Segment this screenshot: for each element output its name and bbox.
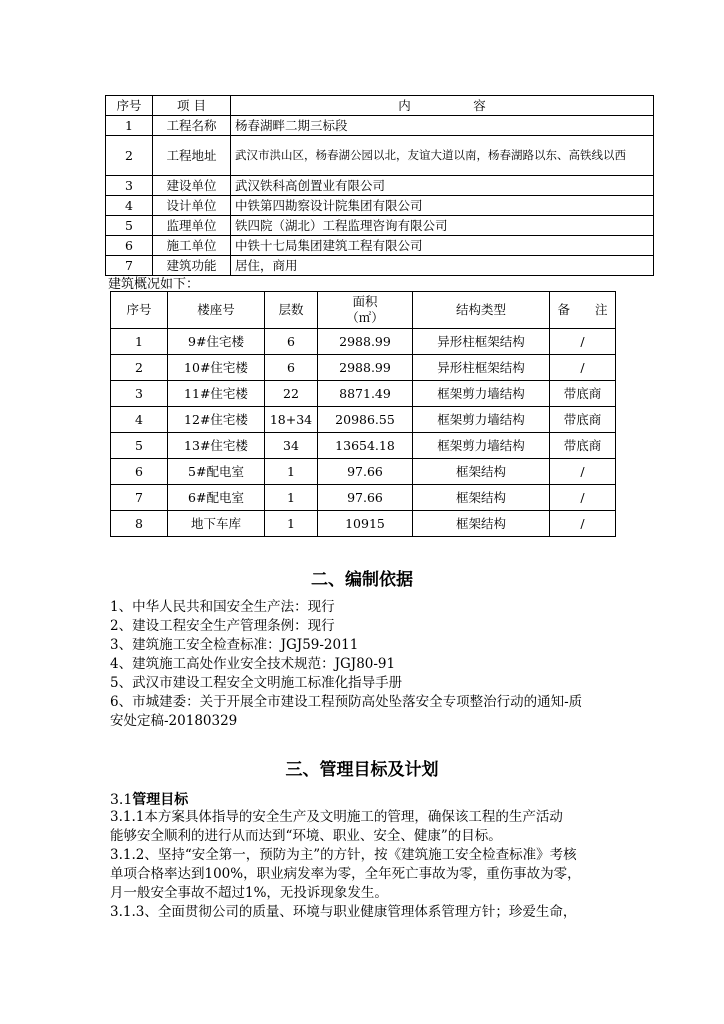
list-item: 3、建筑施工安全检查标准：JGJ59-2011 <box>110 637 359 653</box>
row-item: 工程地址 <box>153 136 231 176</box>
row-content: 武汉铁科高创置业有限公司 <box>231 176 654 196</box>
table-row <box>111 511 616 537</box>
cell-remark: 带底商 <box>550 381 616 407</box>
cell-structure: 框架结构 <box>413 459 550 485</box>
row-number: 1 <box>106 116 153 136</box>
header-cell: 楼座号 <box>168 292 265 329</box>
cell-floors: 18+34 <box>265 407 318 433</box>
cell-remark: / <box>550 329 616 355</box>
cell-no: 3 <box>111 381 168 407</box>
body-line: 3.1.3、全面贯彻公司的质量、环境与职业健康管理体系管理方针；珍爱生命， <box>110 904 577 920</box>
header-cell-area <box>318 292 413 329</box>
row-number: 6 <box>106 236 153 256</box>
cell-no: 8 <box>111 511 168 537</box>
table-row <box>106 136 654 176</box>
cell-building: 6#配电室 <box>168 485 265 511</box>
row-content: 居住，商用 <box>231 256 654 276</box>
table-header-row <box>111 292 616 329</box>
table-row <box>111 459 616 485</box>
list-item: 2、建设工程安全生产管理条例：现行 <box>110 618 335 634</box>
cell-floors: 1 <box>265 511 318 537</box>
area-header-line1: 面积 <box>352 294 378 310</box>
header-cell: 结构类型 <box>413 292 550 329</box>
header-cell: 内 容 <box>231 96 654 116</box>
cell-no: 6 <box>111 459 168 485</box>
body-line: 3.1.2、坚持“安全第一，预防为主”的方针，按《建筑施工安全检查标准》考核 <box>110 847 577 863</box>
row-item: 监理单位 <box>153 216 231 236</box>
cell-structure: 异形柱框架结构 <box>413 355 550 381</box>
row-number: 5 <box>106 216 153 236</box>
body-line: 月一般安全事故不超过1%，无投诉现象发生。 <box>110 885 388 901</box>
subsection-title: 管理目标 <box>132 792 189 808</box>
cell-no: 7 <box>111 485 168 511</box>
list-item: 6、市城建委：关于开展全市建设工程预防高处坠落安全专项整治行动的通知-质 <box>110 694 583 710</box>
cell-floors: 6 <box>265 329 318 355</box>
table-row <box>106 196 654 216</box>
row-item: 建筑功能 <box>153 256 231 276</box>
cell-remark: / <box>550 355 616 381</box>
building-overview-table <box>110 291 616 537</box>
cell-building: 13#住宅楼 <box>168 433 265 459</box>
row-item: 工程名称 <box>153 116 231 136</box>
row-item: 施工单位 <box>153 236 231 256</box>
row-content: 铁四院（湖北）工程监理咨询有限公司 <box>231 216 654 236</box>
body-line: 3.1.1本方案具体指导的安全生产及文明施工的管理，确保该工程的生产活动 <box>110 809 563 825</box>
list-item: 1、中华人民共和国安全生产法：现行 <box>110 599 335 615</box>
header-cell: 项 目 <box>153 96 231 116</box>
cell-area: 2988.99 <box>318 329 413 355</box>
table-row <box>111 433 616 459</box>
cell-floors: 1 <box>265 459 318 485</box>
section2-title: 二、编制依据 <box>311 570 413 590</box>
table-row <box>111 329 616 355</box>
row-item: 设计单位 <box>153 196 231 216</box>
cell-area: 2988.99 <box>318 355 413 381</box>
row-content: 杨春湖畔二期三标段 <box>231 116 654 136</box>
cell-floors: 6 <box>265 355 318 381</box>
list-item: 5、武汉市建设工程安全文明施工标准化指导手册 <box>110 675 403 691</box>
row-number: 3 <box>106 176 153 196</box>
header-cell: 备 注 <box>550 292 616 329</box>
cell-remark: 带底商 <box>550 407 616 433</box>
list-item: 安处定稿-20180329 <box>110 713 238 729</box>
cell-building: 5#配电室 <box>168 459 265 485</box>
cell-no: 4 <box>111 407 168 433</box>
section2-list <box>110 598 582 731</box>
header-cell: 序号 <box>106 96 153 116</box>
cell-no: 1 <box>111 329 168 355</box>
row-content: 中铁第四勘察设计院集团有限公司 <box>231 196 654 216</box>
cell-floors: 22 <box>265 381 318 407</box>
list-item: 4、建筑施工高处作业安全技术规范：JGJ80-91 <box>110 656 396 672</box>
cell-building: 10#住宅楼 <box>168 355 265 381</box>
cell-area: 20986.55 <box>318 407 413 433</box>
section3-title: 三、管理目标及计划 <box>285 760 439 780</box>
cell-structure: 框架剪力墙结构 <box>413 407 550 433</box>
body-line: 能够安全顺利的进行从而达到“环境、职业、安全、健康”的目标。 <box>110 828 502 844</box>
cell-remark: / <box>550 511 616 537</box>
table-row <box>111 381 616 407</box>
cell-structure: 框架结构 <box>413 485 550 511</box>
table-row <box>106 176 654 196</box>
cell-building: 9#住宅楼 <box>168 329 265 355</box>
area-header-line2: （㎡） <box>346 310 384 325</box>
cell-no: 2 <box>111 355 168 381</box>
table-header-row <box>106 96 654 116</box>
cell-remark: / <box>550 459 616 485</box>
project-info-table <box>105 95 654 276</box>
cell-area: 10915 <box>318 511 413 537</box>
table-row <box>111 355 616 381</box>
table-row <box>106 216 654 236</box>
table-row <box>111 407 616 433</box>
row-number: 7 <box>106 256 153 276</box>
row-content: 中铁十七局集团建筑工程有限公司 <box>231 236 654 256</box>
cell-building: 12#住宅楼 <box>168 407 265 433</box>
cell-structure: 框架结构 <box>413 511 550 537</box>
overview-label: 建筑概况如下： <box>108 277 200 292</box>
table-row <box>106 116 654 136</box>
cell-remark: 带底商 <box>550 433 616 459</box>
cell-remark: / <box>550 485 616 511</box>
cell-area: 97.66 <box>318 485 413 511</box>
body-line: 单项合格率达到100%，职业病发率为零，全年死亡事故为零，重伤事故为零， <box>110 866 581 882</box>
table-row <box>106 236 654 256</box>
cell-building: 地下车库 <box>168 511 265 537</box>
row-number: 2 <box>106 136 153 176</box>
header-cell: 序号 <box>111 292 168 329</box>
subsection-heading <box>110 789 188 809</box>
header-cell: 层数 <box>265 292 318 329</box>
row-item: 建设单位 <box>153 176 231 196</box>
cell-floors: 1 <box>265 485 318 511</box>
section3-body <box>110 808 581 922</box>
cell-building: 11#住宅楼 <box>168 381 265 407</box>
cell-structure: 框架剪力墙结构 <box>413 433 550 459</box>
cell-area: 13654.18 <box>318 433 413 459</box>
row-number: 4 <box>106 196 153 216</box>
cell-area: 8871.49 <box>318 381 413 407</box>
cell-structure: 异形柱框架结构 <box>413 329 550 355</box>
cell-no: 5 <box>111 433 168 459</box>
subsection-number: 3.1 <box>110 792 133 808</box>
cell-area: 97.66 <box>318 459 413 485</box>
cell-floors: 34 <box>265 433 318 459</box>
cell-structure: 框架剪力墙结构 <box>413 381 550 407</box>
table-row <box>111 485 616 511</box>
row-content: 武汉市洪山区，杨春湖公园以北，友谊大道以南，杨春湖路以东、高铁线以西 <box>231 136 654 176</box>
